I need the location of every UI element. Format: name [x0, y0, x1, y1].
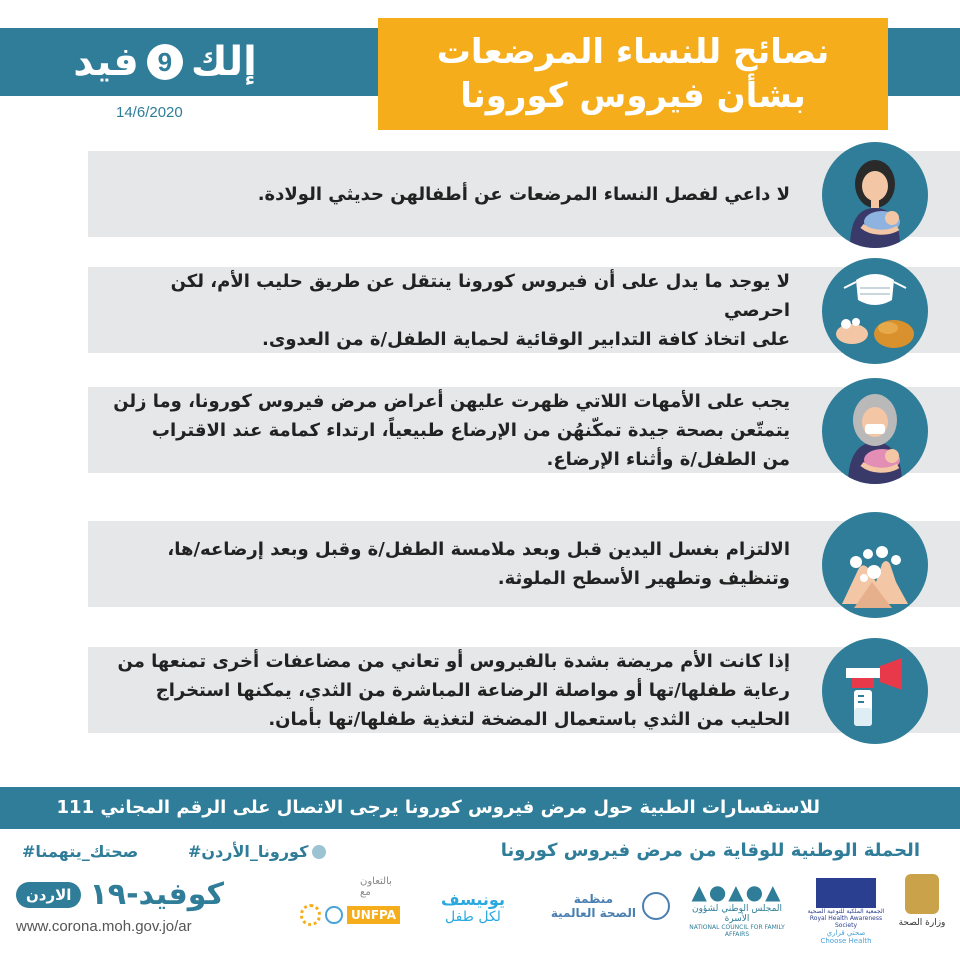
hotline-band — [0, 787, 960, 829]
tip-text — [100, 512, 790, 616]
tip-line: يجب على الأمهات اللاتي ظهرت عليهن أعراض مرض فيروس كورونا، وما زلن — [113, 390, 790, 412]
covid-word: كوفيد-١٩ — [89, 877, 225, 912]
title-box — [378, 18, 888, 130]
tip-line: على اتخاذ كافة التدابير الوقائية لحماية الطفل/ة من العدوى. — [261, 328, 790, 350]
tip-line: لا داعي لفصل النساء المرضعات عن أطفالهن حديثي الولادة. — [257, 183, 790, 205]
tip-line: إذا كانت الأم مريضة بشدة بالفيروس أو تعاني من مضاعفات أخرى تمنعها من — [117, 650, 790, 672]
rhas-name-ar: الجمعية الملكية للتوعية الصحية — [807, 908, 885, 915]
moh-logo — [894, 874, 950, 928]
title-line-2: بشأن فيروس كورونا — [460, 76, 806, 116]
cooperation-label: بالتعاون مع — [360, 876, 392, 898]
who-name-2: الصحة العالمية — [550, 906, 636, 920]
post-date: 14/6/2020 — [116, 104, 183, 121]
hotline-text: للاستفسارات الطبية حول مرض فيروس كورونا يرجى الاتصال على الرقم المجاني 111 — [56, 797, 820, 818]
tip-line: رعاية طفلها/تها أو مواصلة الرضاعة المباشرة من الثدي، يمكنها استخراج — [155, 679, 790, 701]
unfpa-logo — [300, 876, 400, 926]
tip-text — [100, 638, 790, 742]
tip-row-4 — [0, 512, 960, 618]
tip-text — [100, 142, 790, 246]
unfpa-circle-icon — [300, 904, 321, 926]
rhas-logo — [806, 878, 886, 945]
rhas-name-en: Royal Health Awareness Society — [809, 915, 883, 929]
ncfa-name-en: NATIONAL COUNCIL FOR FAMILY AFFAIRS — [689, 924, 785, 938]
washing-hands-icon — [822, 512, 928, 618]
tip-line: يتمتّعن بصحة جيدة تمكّنهُن من الإرضاع طبيعياً، ارتداء كمامة عند الاقتراب — [151, 419, 790, 441]
mask-handwash-icon — [822, 258, 928, 364]
tip-row-1 — [0, 142, 960, 248]
logo-number: 9 — [157, 47, 173, 77]
jordan-pill: الاردن — [16, 882, 81, 908]
tip-line: لا يوجد ما يدل على أن فيروس كورونا ينتقل عن طريق حليب الأم، لكن احرصي — [170, 270, 790, 321]
website-link[interactable]: www.corona.moh.gov.jo/ar — [16, 918, 192, 935]
hashtag-corona[interactable]: #كورونا_الأردن — [188, 842, 309, 861]
who-logo — [540, 892, 670, 920]
tip-row-2 — [0, 258, 960, 364]
hashtag-corona-group[interactable] — [188, 842, 326, 861]
tip-row-3 — [0, 378, 960, 484]
who-name-1: منظمة — [573, 892, 614, 906]
title-line-1: نصائح للنساء المرضعات — [436, 32, 830, 72]
elak-fid-logo — [40, 36, 290, 88]
tip-line: من الطفل/ة وأثناء الإرضاع. — [546, 448, 790, 470]
logo-word-right: إلك — [190, 39, 257, 85]
unicef-tagline: لكل طفل — [445, 909, 501, 925]
unicef-name: يونيسف — [441, 890, 505, 909]
choose-health-en: Choose Health — [820, 937, 872, 945]
hashtag-health[interactable]: #صحتك_يتهمنا — [22, 842, 139, 861]
who-emblem-icon — [642, 892, 670, 920]
rhas-emblem-icon — [816, 878, 876, 908]
ncfa-name-ar: المجلس الوطني لشؤون الأسرة — [691, 904, 783, 924]
jordan-crest-icon — [905, 874, 939, 914]
tip-line: الحليب من الثدي باستعمال المضخة لتغذية طفلها/تها بأمان. — [268, 708, 790, 730]
tip-text — [100, 378, 790, 482]
campaign-title: الحملة الوطنية للوقاية من مرض فيروس كورونا — [500, 840, 920, 861]
covid19-jordan-logo — [16, 875, 224, 915]
mother-with-baby-icon — [822, 142, 928, 248]
ncfa-people-icon: ▲●▲●▲ — [691, 880, 783, 904]
tip-row-5 — [0, 638, 960, 744]
tip-line: وتنظيف وتطهير الأسطح الملوثة. — [497, 568, 790, 589]
moh-name: وزارة الصحة — [898, 918, 946, 928]
unfpa-label: UNFPA — [347, 906, 400, 924]
ncfa-logo — [682, 880, 792, 938]
logo-word-left: فيد — [73, 39, 139, 85]
unicef-logo — [428, 890, 518, 925]
globe-icon — [312, 845, 326, 859]
un-emblem-icon — [325, 906, 343, 924]
logo-circle — [147, 44, 183, 80]
tip-text — [100, 258, 790, 362]
masked-mother-baby-icon — [822, 378, 928, 484]
tip-line: الالتزام بغسل اليدين قبل وبعد ملامسة الطفل/ة وقبل وبعد إرضاعه/ها، — [167, 539, 790, 560]
choose-health-ar: صحتي قراري — [826, 929, 866, 937]
breast-pump-bottle-icon — [822, 638, 928, 744]
